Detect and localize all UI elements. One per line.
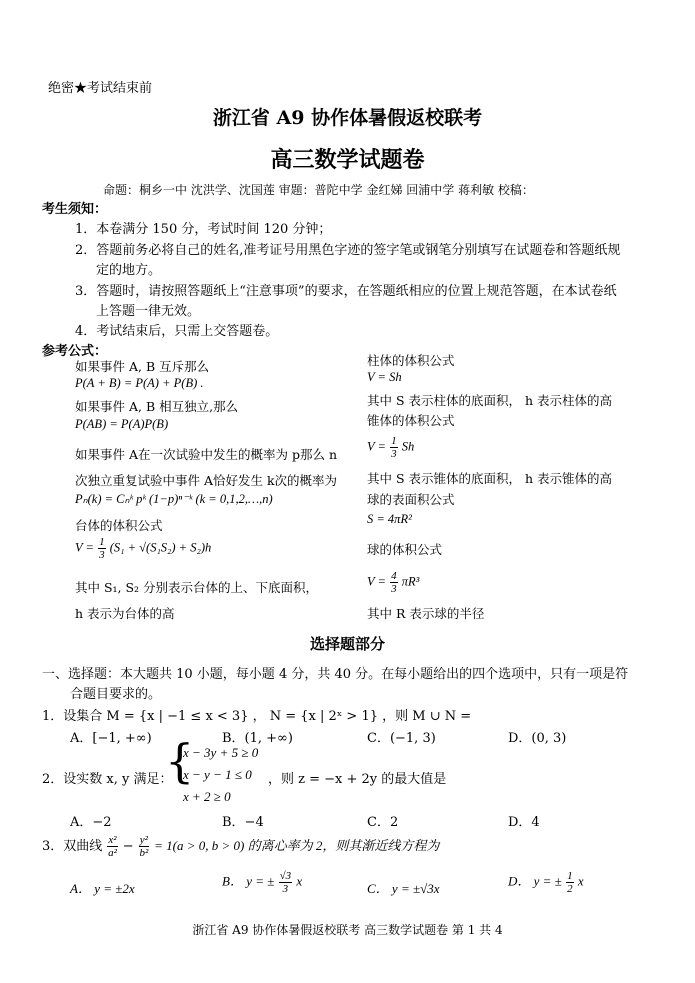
formula-right-9: 球的体积公式 (367, 542, 443, 557)
formula-left-3: 如果事件 A, B 相互独立,那么 (75, 399, 239, 414)
part1-intro: 一、选择题：本大题共 10 小题，每小题 4 分，共 40 分。在每小题给出的四个选项中，只有一项是符 (42, 667, 629, 682)
frustum-volume-formula: V = $\frac{1}{3}$ (S₁ + √(S₁S₂) + S₂)h (75, 536, 212, 561)
question-2-condition-1: x − 3y + 5 ≥ 0 (183, 745, 259, 760)
system-brace: { (165, 734, 195, 788)
notice-item-4: 4．考试结束后，只需上交答题卷。 (75, 324, 279, 339)
question-1-stem: 1．设集合 M = {x | −1 ≤ x < 3} ， N = {x | 2ˣ > 1} ，则 M ∪ N = (42, 709, 472, 724)
exam-subtitle: 高三数学试题卷 (270, 147, 425, 173)
secret-label: 绝密★考试结束前 (48, 81, 153, 96)
formula-right-7: 球的表面积公式 (367, 492, 455, 507)
formula-right-2: V = Sh (367, 370, 402, 384)
question-2-option-d: D．4 (508, 815, 540, 830)
formula-left-5: 如果事件 A在一次试验中发生的概率为 p那么 n (75, 447, 338, 462)
sphere-area-formula: S = 4πR² (367, 512, 412, 526)
question-2-stem-end: ，则 z = −x + 2y 的最大值是 (268, 772, 447, 787)
formula-left-2: P(A + B) = P(A) + P(B) . (75, 376, 204, 390)
question-2-option-c: C．2 (367, 815, 399, 830)
question-1-option-c: C．(−1, 3) (367, 731, 436, 746)
formula-right-11: 其中 R 表示球的半径 (367, 606, 485, 621)
formula-left-7: Pₙ(k) = Cₙᵏ pᵏ (1−p)ⁿ⁻ᵏ (k = 0,1,2,…,n) (75, 492, 273, 506)
question-3-stem: 3．双曲线 $\frac{\text{x²}}{\text{a²}}$ − $\frac{\text{y²}}{\text{b²}}$ = 1(a > 0, b > 0) 的离心率为 2，则其渐近线方程为 (42, 834, 440, 859)
sphere-volume-formula: V = $\frac{4}{3}$ πR³ (367, 570, 420, 595)
question-3-option-c: C． y = ±√3x (367, 881, 440, 896)
question-1-option-d: D．(0, 3) (508, 731, 567, 746)
formula-left-10: 其中 S₁, S₂ 分别表示台体的上、下底面积， (75, 580, 319, 595)
exam-title: 浙江省 A9 协作体暑假返校联考 (212, 107, 483, 129)
question-3-option-a: A． y = ±2x (70, 881, 135, 896)
notice-item-1: 1．本卷满分 150 分，考试时间 120 分钟； (75, 222, 332, 237)
part1-intro-cont: 合题目要求的。 (70, 687, 162, 702)
notice-item-3-cont: 上答题一律无效。 (96, 304, 201, 319)
authors-line: 命题：桐乡一中 沈洪学、沈国莲 审题：普陀中学 金红娣 回浦中学 蒋利敏 校稿： (103, 183, 534, 197)
question-1-option-a: A．[−1, +∞) (70, 731, 152, 746)
formula-left-4: P(AB) = P(A)P(B) (75, 417, 169, 431)
question-2-condition-2: x − y − 1 ≤ 0 (183, 767, 252, 782)
question-2-stem-start: 2．设实数 x, y 满足： (42, 772, 173, 787)
formulas-heading: 参考公式： (42, 344, 108, 359)
question-2-option-a: A．−2 (70, 815, 112, 830)
notice-item-3: 3．答题时，请按照答题纸上“注意事项”的要求，在答题纸相应的位置上规范答题，在本试卷纸 (75, 284, 617, 299)
formula-left-11: h 表示为台体的高 (75, 606, 175, 621)
formula-right-3: 其中 S 表示柱体的底面积， h 表示柱体的高 (367, 393, 613, 408)
question-3-option-d: D． y = ± $\frac{1}{2}$ x (508, 870, 584, 895)
formula-left-1: 如果事件 A, B 互斥那么 (75, 359, 210, 374)
section-title: 选择题部分 (309, 635, 385, 653)
question-1-option-b: B．(1, +∞) (222, 731, 293, 746)
question-3-option-b: B． y = ± $\frac{√3}{3}$ x (222, 870, 303, 895)
notice-item-2: 2．答题前务必将自己的姓名,准考证号用黑色字迹的签字笔或钢笔分别填写在试题卷和答题纸规 (75, 243, 621, 258)
question-2-option-b: B．−4 (222, 815, 264, 830)
formula-right-4: 锥体的体积公式 (367, 413, 455, 428)
cone-volume-formula: V = $\frac{1}{3}$ Sh (367, 435, 415, 460)
formula-left-6: 次独立重复试验中事件 A恰好发生 k次的概率为 (75, 473, 338, 488)
notice-heading: 考生须知： (42, 202, 108, 217)
notice-item-2-cont: 定的地方。 (96, 263, 162, 278)
formula-right-1: 柱体的体积公式 (367, 353, 455, 368)
question-2-condition-3: x + 2 ≥ 0 (183, 789, 231, 804)
formula-left-8: 台体的体积公式 (75, 518, 163, 533)
page-footer: 浙江省 A9 协作体暑假返校联考 高三数学试题卷 第 1 共 4 (192, 923, 503, 937)
formula-right-6: 其中 S 表示锥体的底面积， h 表示锥体的高 (367, 471, 613, 486)
